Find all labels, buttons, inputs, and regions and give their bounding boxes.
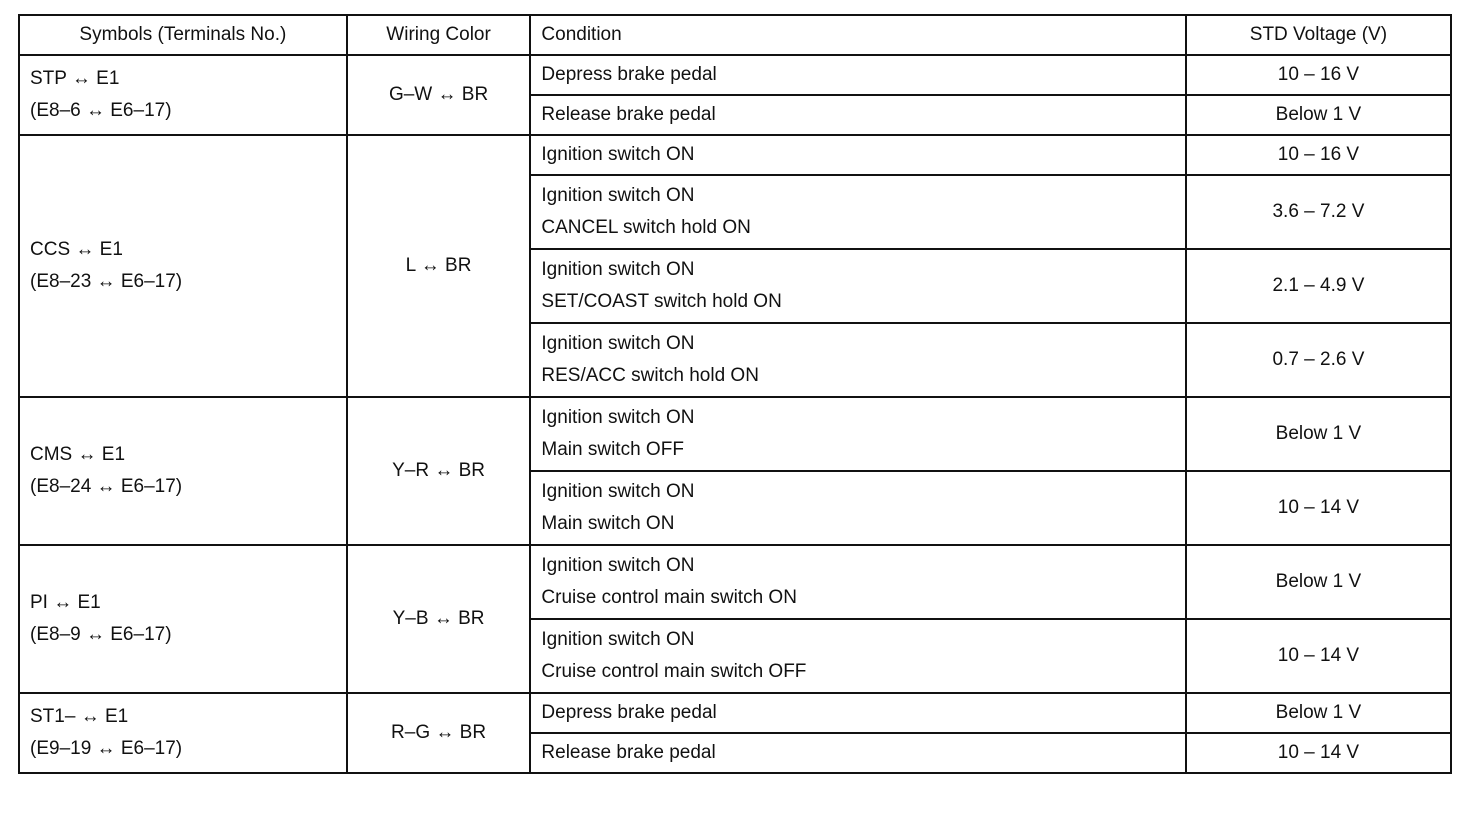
condition-cell	[530, 471, 1185, 545]
condition-line: Cruise control main switch OFF	[541, 661, 807, 682]
symbol-label: CCS ↔ E1	[30, 238, 123, 260]
table-row	[19, 55, 1451, 95]
header-row	[19, 15, 1451, 55]
condition-line: Cruise control main switch ON	[541, 587, 797, 608]
condition-line: Depress brake pedal	[541, 701, 717, 723]
symbol-cell	[19, 55, 347, 135]
condition-line: Release brake pedal	[541, 741, 716, 763]
std-voltage-cell: 10 – 14 V	[1186, 471, 1451, 545]
condition-line: Main switch ON	[541, 513, 675, 534]
std-voltage-cell: Below 1 V	[1186, 693, 1451, 733]
wiring-color-cell: Y–B ↔ BR	[347, 545, 531, 693]
condition-line: Release brake pedal	[541, 103, 716, 125]
condition-cell	[530, 323, 1185, 397]
condition-line: Ignition switch ON	[541, 628, 695, 650]
condition-line: Ignition switch ON	[541, 332, 695, 354]
header-condition: Condition	[530, 15, 1185, 55]
wiring-color-cell: G–W ↔ BR	[347, 55, 531, 135]
table-header	[19, 15, 1451, 55]
std-voltage-cell: Below 1 V	[1186, 545, 1451, 619]
condition-line: Ignition switch ON	[541, 480, 695, 502]
condition-line: Main switch OFF	[541, 439, 684, 460]
condition-cell	[530, 397, 1185, 471]
condition-line: Ignition switch ON	[541, 258, 695, 280]
condition-line: SET/COAST switch hold ON	[541, 291, 782, 312]
header-wiring-color: Wiring Color	[347, 15, 531, 55]
condition-cell	[530, 619, 1185, 693]
std-voltage-cell: 10 – 16 V	[1186, 135, 1451, 175]
std-voltage-cell: Below 1 V	[1186, 95, 1451, 135]
terminal-numbers: (E9–19 ↔ E6–17)	[30, 738, 183, 759]
condition-line: RES/ACC switch hold ON	[541, 365, 759, 386]
header-symbols: Symbols (Terminals No.)	[19, 15, 347, 55]
condition-line: Ignition switch ON	[541, 406, 695, 428]
table-row	[19, 693, 1451, 733]
std-voltage-cell: 10 – 14 V	[1186, 733, 1451, 773]
condition-cell	[530, 95, 1185, 135]
table-row	[19, 397, 1451, 471]
condition-cell	[530, 693, 1185, 733]
voltage-spec-table	[18, 14, 1452, 774]
symbol-cell	[19, 693, 347, 773]
wiring-color-cell: R–G ↔ BR	[347, 693, 531, 773]
table-row	[19, 135, 1451, 175]
table-body	[19, 55, 1451, 773]
symbol-label: CMS ↔ E1	[30, 443, 126, 465]
std-voltage-cell: 0.7 – 2.6 V	[1186, 323, 1451, 397]
symbol-label: ST1– ↔ E1	[30, 705, 129, 727]
symbol-cell	[19, 135, 347, 397]
table-row	[19, 545, 1451, 619]
header-std-voltage: STD Voltage (V)	[1186, 15, 1451, 55]
condition-line: Ignition switch ON	[541, 184, 695, 206]
condition-cell	[530, 545, 1185, 619]
condition-line: CANCEL switch hold ON	[541, 217, 751, 238]
condition-line: Ignition switch ON	[541, 554, 695, 576]
terminal-numbers: (E8–23 ↔ E6–17)	[30, 271, 183, 292]
std-voltage-cell: 2.1 – 4.9 V	[1186, 249, 1451, 323]
std-voltage-cell: 3.6 – 7.2 V	[1186, 175, 1451, 249]
wiring-color-cell: Y–R ↔ BR	[347, 397, 531, 545]
std-voltage-cell: 10 – 14 V	[1186, 619, 1451, 693]
std-voltage-cell: Below 1 V	[1186, 397, 1451, 471]
terminal-numbers: (E8–6 ↔ E6–17)	[30, 100, 172, 121]
symbol-label: PI ↔ E1	[30, 591, 101, 613]
std-voltage-cell: 10 – 16 V	[1186, 55, 1451, 95]
condition-cell	[530, 249, 1185, 323]
symbol-label: STP ↔ E1	[30, 67, 120, 89]
terminal-numbers: (E8–24 ↔ E6–17)	[30, 476, 183, 497]
wiring-color-cell: L ↔ BR	[347, 135, 531, 397]
condition-cell	[530, 135, 1185, 175]
condition-line: Ignition switch ON	[541, 143, 695, 165]
condition-cell	[530, 55, 1185, 95]
terminal-numbers: (E8–9 ↔ E6–17)	[30, 624, 172, 645]
condition-cell	[530, 175, 1185, 249]
symbol-cell	[19, 397, 347, 545]
condition-cell	[530, 733, 1185, 773]
condition-line: Depress brake pedal	[541, 63, 717, 85]
symbol-cell	[19, 545, 347, 693]
